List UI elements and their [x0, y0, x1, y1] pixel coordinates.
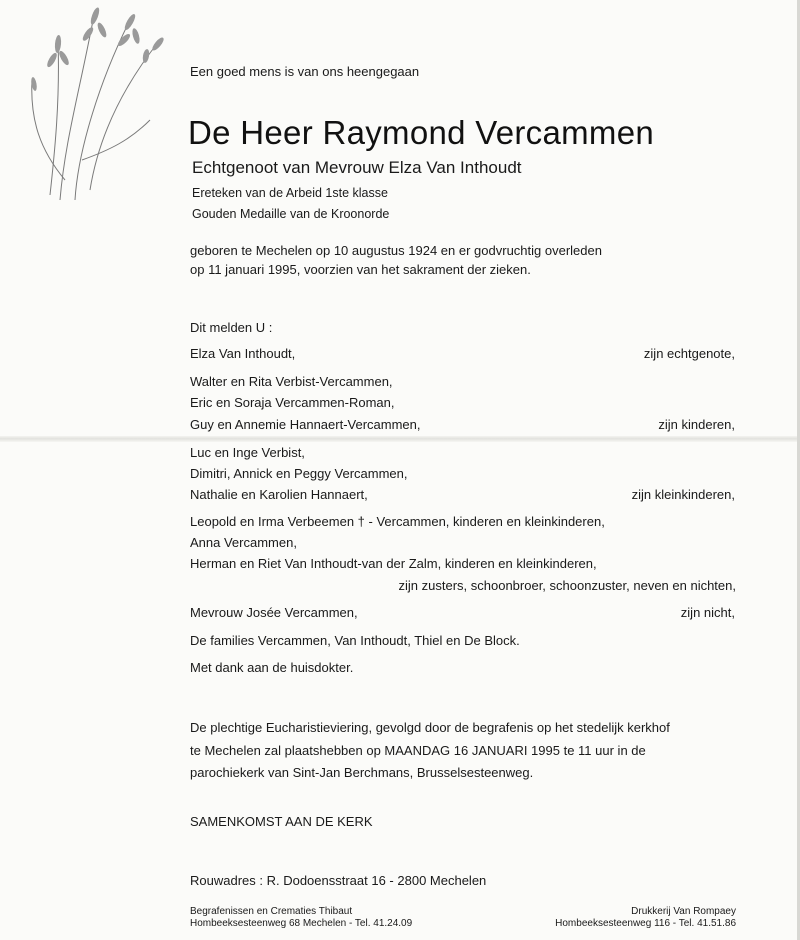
- mourner-name: Luc en Inge Verbist,: [190, 445, 305, 460]
- funeral-home-credit: [190, 906, 412, 930]
- mourner-row: [190, 445, 735, 463]
- birth-death-line: op 11 januari 1995, voorzien van het sakrament der zieken.: [190, 262, 531, 277]
- mourner-relation: zijn echtgenote,: [643, 346, 735, 361]
- mourner-name: De families Vercammen, Van Inthoudt, Thiel en De Block.: [190, 633, 520, 648]
- wheat-illustration: [20, 0, 170, 200]
- honor-line: Gouden Medaille van de Kroonorde: [192, 207, 390, 221]
- mourner-row: [190, 487, 735, 505]
- mourner-row: [190, 395, 735, 413]
- honor-line: Ereteken van de Arbeid 1ste klasse: [192, 186, 388, 200]
- mourner-row: [190, 346, 735, 364]
- funeral-line: te Mechelen zal plaatshebben op MAANDAG 16 JANUARI 1995 te 11 uur in de: [190, 743, 646, 758]
- mourning-address: Rouwadres : R. Dodoensstraat 16 - 2800 Mechelen: [190, 873, 487, 888]
- mourner-name: Anna Vercammen,: [190, 535, 297, 550]
- assembly-note: SAMENKOMST AAN DE KERK: [190, 814, 373, 829]
- mourner-name: Leopold en Irma Verbeemen † - Vercammen, kinderen en kleinkinderen,: [190, 514, 605, 529]
- paper-fold: [0, 436, 800, 442]
- printer-name: Drukkerij Van Rompaey: [631, 906, 736, 917]
- printer-address: Hombeeksesteenweg 116 - Tel. 41.51.86: [555, 918, 736, 929]
- deceased-name: De Heer Raymond Vercammen: [188, 114, 655, 151]
- birth-death-line: geboren te Mechelen op 10 augustus 1924 en er godvruchtig overleden: [190, 243, 602, 258]
- mourner-row: [190, 660, 735, 678]
- mourner-name: Dimitri, Annick en Peggy Vercammen,: [190, 466, 408, 481]
- mourner-row: [190, 466, 735, 484]
- announce-line: Dit melden U :: [190, 320, 273, 335]
- mourner-name: Elza Van Inthoudt,: [190, 346, 296, 361]
- mourner-row: [190, 605, 735, 623]
- funeral-home-name: Begrafenissen en Crematies Thibaut: [190, 906, 353, 917]
- printer-credit: [555, 906, 736, 930]
- mourner-name: Herman en Riet Van Inthoudt-van der Zalm, kinderen en kleinkinderen,: [190, 556, 597, 571]
- mourner-name: Mevrouw Josée Vercammen,: [190, 605, 358, 620]
- siblings-relation: zijn zusters, schoonbroer, schoonzuster, neven en nichten,: [398, 578, 736, 593]
- mourner-row: [190, 633, 735, 651]
- mourner-name: Eric en Soraja Vercammen-Roman,: [190, 395, 395, 410]
- mourner-row: [190, 374, 735, 392]
- mourner-name: Walter en Rita Verbist-Vercammen,: [190, 374, 393, 389]
- intro-line: Een goed mens is van ons heengegaan: [190, 64, 420, 79]
- mourner-row: [190, 417, 735, 435]
- funeral-home-address: Hombeeksesteenweg 68 Mechelen - Tel. 41.24.09: [190, 918, 413, 929]
- mourner-relation: zijn kinderen,: [658, 417, 735, 432]
- mourner-name: Guy en Annemie Hannaert-Vercammen,: [190, 417, 421, 432]
- mourner-row: [190, 514, 735, 532]
- mourner-row: [190, 535, 735, 553]
- mourner-name: Nathalie en Karolien Hannaert,: [190, 487, 368, 502]
- mourner-row: [190, 556, 735, 574]
- mourner-name: Met dank aan de huisdokter.: [190, 660, 354, 675]
- funeral-line: De plechtige Eucharistieviering, gevolgd door de begrafenis op het stedelijk kerkhof: [190, 720, 670, 735]
- funeral-line: parochiekerk van Sint-Jan Berchmans, Brusselsesteenweg.: [190, 765, 534, 780]
- spouse-line: Echtgenoot van Mevrouw Elza Van Inthoudt: [192, 158, 522, 177]
- mourner-relation: zijn kleinkinderen,: [631, 487, 735, 502]
- mourner-relation: zijn nicht,: [680, 605, 735, 620]
